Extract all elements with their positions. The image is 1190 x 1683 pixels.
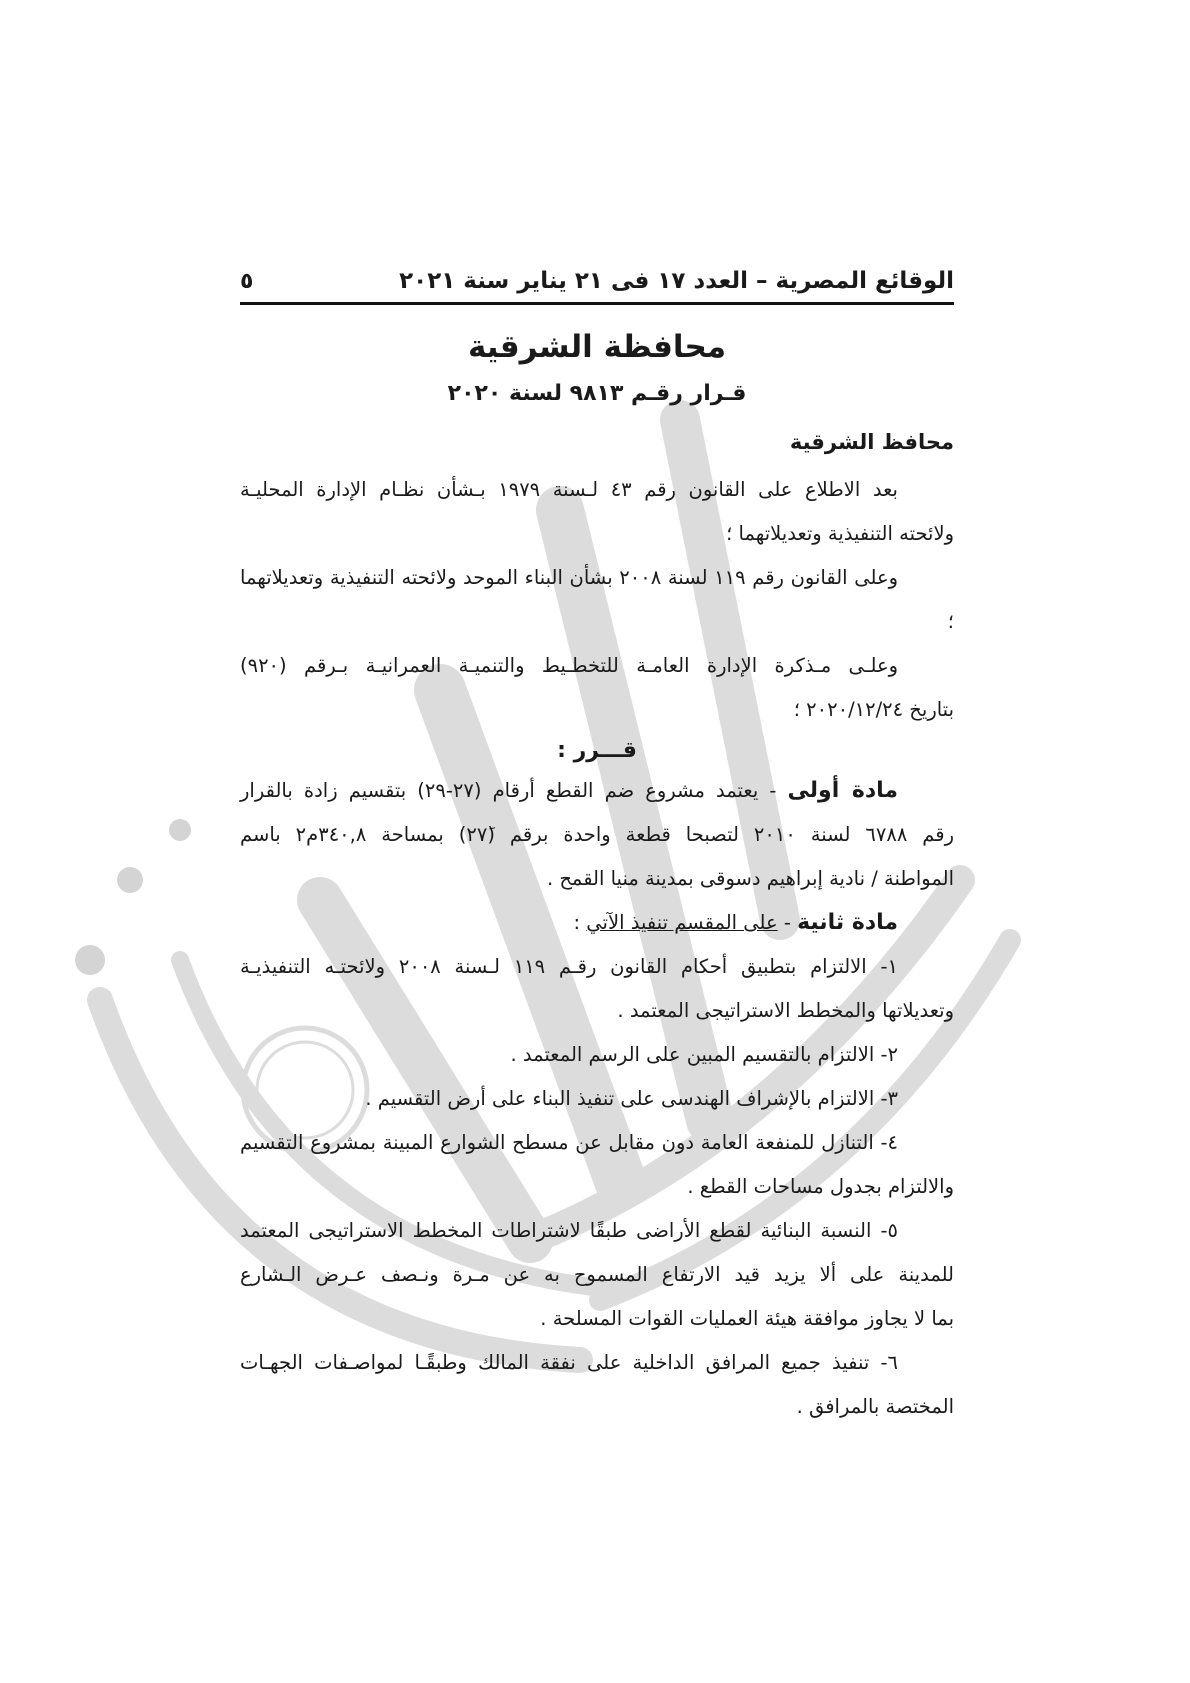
item-4-line2: والالتزام بجدول مساحات القطع . [687,1175,954,1198]
item-2: ٢- الالتزام بالتقسيم المبين على الرسم المعتمد . [510,1043,898,1066]
article1-line2: رقم ٦٧٨٨ لسنة ٢٠١٠ لتصبحا قطعة واحدة برقم (٢٧َ) بمساحة ٣٤٠,٨م٢ باسم [240,823,954,846]
gazette-header [240,268,954,305]
preamble-p2: وعلى القانون رقم ١١٩ لسنة ٢٠٠٨ بشأن البناء الموحد ولائحته التنفيذية وتعديلاتهما ؛ [240,566,954,633]
decided-label: قـــرر [573,738,637,763]
item-4-line1: ٤- التنازل للمنفعة العامة دون مقابل عن مسطح الشوارع المبينة بمشروع التقسيم [240,1131,898,1154]
item-1-line1: ١- الالتزام بتطبيق أحكام القانون رقـم ١١٩ لـسنة ٢٠٠٨ ولائحتـه التنفيذيـة [240,955,898,978]
issuer-title: محافظ الشرقية [789,430,954,454]
item-3: ٣- الالتزام بالإشراف الهندسى على تنفيذ البناء على أرض التقسيم . [365,1087,898,1110]
preamble-p3-line1: وعلـى مـذكرة الإدارة العامـة للتخطـيط والتنميـة العمرانيـة بـرقم (٩٢٠) [240,654,898,677]
article1-label: مادة أولى [787,778,899,803]
article2-dash: - [777,911,798,934]
article1-text: - يعتمد مشروع ضم القطع أرقام (٢٧-٢٩) بتقسيم زادة بالقرار [240,779,788,802]
article2-colon: : [573,911,587,934]
item-5-line2: للمدينة على ألا يزيد قيد الارتفاع المسموح به عن مـرة ونـصف عـرض الـشارع [240,1263,954,1286]
article2-heading [240,901,954,945]
article1-line3: المواطنة / نادية إبراهيم دسوقى بمدينة منيا القمح . [546,867,954,890]
item-5-line3: بما لا يجاوز موافقة هيئة العمليات القوات المسلحة . [540,1307,954,1330]
article2-label: مادة ثانية [797,910,898,935]
item-1-line2: وتعديلاتها والمخطط الاستراتيجى المعتمد . [617,999,954,1022]
item-5-line1: ٥- النسبة البنائية لقطع الأراضى طبقًا لاشتراطات المخطط الاستراتيجى المعتمد [240,1219,898,1242]
item-6-line2: المختصة بالمرافق . [796,1395,954,1418]
gazette-page [240,268,954,1429]
decided-colon: : [557,738,574,763]
article2-intro: على المقسم تنفيذ الآتي [586,911,778,934]
page-number: ٥ [240,269,254,294]
decree-number: قـرار رقـم ٩٨١٣ لسنة ٢٠٢٠ [447,381,747,406]
governorate-title: محافظة الشرقية [467,329,727,365]
item-6-line1: ٦- تنفيذ جميع المرافق الداخلية على نفقة المالك وطبقًـا لمواصـفات الجهـات [240,1351,898,1374]
article1-line1 [240,769,954,813]
preamble-p1-line2: ولائحته التنفيذية وتعديلاتهما ؛ [726,522,954,545]
preamble-p1-line1: بعد الاطلاع على القانون رقم ٤٣ لـسنة ١٩٧٩ بـشأن نظـام الإدارة المحليـة [240,478,898,501]
preamble-p3-line2: بتاريخ ٢٠٢٠/١٢/٢٤ ؛ [793,698,954,721]
gazette-title: الوقائع المصرية – العدد ١٧ فى ٢١ يناير سنة ٢٠٢١ [399,268,954,294]
decided-heading [240,738,954,763]
